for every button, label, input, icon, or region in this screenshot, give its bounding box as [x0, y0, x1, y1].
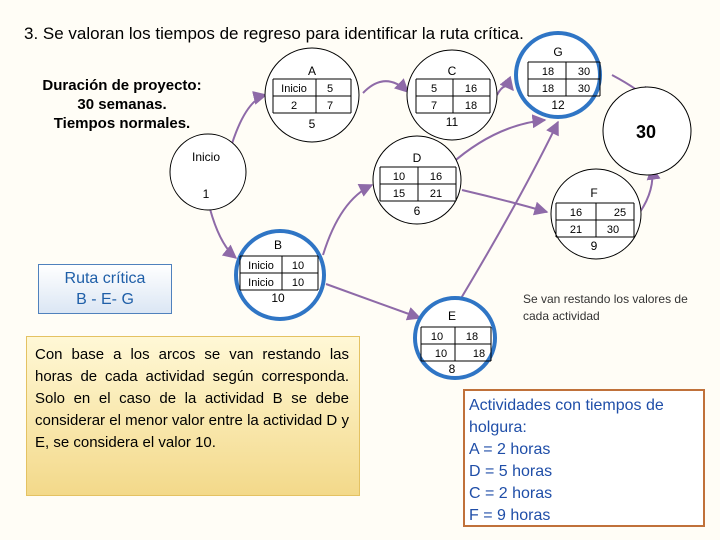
slack-heading: Actividades con tiempos de holgura:	[469, 397, 664, 436]
node-c-lf: 18	[464, 100, 478, 112]
node-b-duration: 10	[271, 291, 285, 305]
node-d	[373, 136, 461, 224]
node-f-es: 16	[569, 207, 583, 219]
node-g-ls: 18	[541, 83, 555, 95]
node-f-ls: 21	[569, 224, 583, 236]
arrow-start-a	[230, 95, 266, 150]
node-a-lf: 7	[326, 100, 334, 112]
arrow-start-b	[210, 209, 236, 258]
node-c-es: 5	[430, 83, 438, 95]
node-b	[236, 231, 324, 319]
node-d-ef: 16	[429, 171, 443, 183]
node-b-name: B	[273, 238, 283, 252]
node-d-name: D	[412, 151, 422, 165]
explanation-text: Con base a los arcos se van restando las horas de cada actividad según corresponda. Solo en el caso de la actividad B se debe considerar el menor valor entre la actividad D y E, se considera el valor 10.	[35, 346, 349, 451]
node-b-ls: Inicio	[248, 277, 274, 289]
node-f-name: F	[590, 186, 598, 200]
node-a-name: A	[307, 64, 317, 78]
critical-path-sequence: B - E- G	[76, 291, 134, 308]
node-e-ls: 10	[434, 348, 448, 360]
explanation-box	[26, 336, 360, 496]
node-g-ef: 30	[577, 66, 591, 78]
node-start	[170, 134, 246, 210]
node-c	[407, 50, 497, 140]
project-duration-value: 30 semanas.	[77, 96, 167, 113]
node-c-ls: 7	[430, 100, 438, 112]
arrow-a-c	[363, 81, 408, 93]
project-times-type: Tiempos normales.	[53, 115, 191, 132]
node-a	[265, 48, 359, 142]
arrow-c-g	[497, 86, 513, 95]
node-e-duration: 8	[448, 362, 456, 376]
node-d-duration: 6	[413, 204, 421, 218]
node-d-es: 10	[392, 171, 406, 183]
subtraction-note: Se van restando los valores de cada actividad	[523, 292, 688, 323]
slack-item-f: F = 9 horas	[469, 507, 551, 524]
slack-item-c: C = 2 horas	[469, 485, 553, 502]
slack-item-d: D = 5 horas	[469, 463, 553, 480]
node-g	[516, 33, 600, 117]
node-b-ef: 10	[291, 260, 305, 272]
slack-item-a: A = 2 horas	[469, 441, 551, 458]
node-g-name: G	[553, 45, 563, 59]
node-e-ef: 18	[465, 331, 479, 343]
arrow-b-e	[326, 284, 420, 318]
node-end	[603, 87, 691, 175]
node-g-lf: 30	[577, 83, 591, 95]
node-e	[415, 298, 495, 378]
node-a-ls: 2	[290, 100, 298, 112]
critical-path-label: Ruta crítica	[64, 270, 146, 287]
node-b-lf: 10	[291, 277, 305, 289]
arrow-d-f	[462, 190, 547, 212]
node-end-value: 30	[635, 122, 657, 142]
node-d-ls: 15	[392, 188, 406, 200]
project-duration-label: Duración de proyecto:	[42, 77, 202, 94]
node-f	[551, 169, 641, 259]
node-e-name: E	[447, 309, 457, 323]
node-c-name: C	[447, 64, 457, 78]
arrow-b-d	[323, 185, 372, 255]
node-f-duration: 9	[590, 239, 598, 253]
node-c-ef: 16	[464, 83, 478, 95]
node-a-ef: 5	[326, 83, 334, 95]
node-f-lf: 30	[606, 224, 620, 236]
critical-path-box	[38, 264, 172, 314]
node-e-lf: 18	[472, 348, 486, 360]
node-g-es: 18	[541, 66, 555, 78]
node-start-name: Inicio	[191, 150, 221, 164]
node-a-duration: 5	[308, 117, 316, 131]
slide-title: 3. Se valoran los tiempos de regreso para identificar la ruta crítica.	[24, 24, 524, 43]
node-b-es: Inicio	[248, 260, 274, 272]
node-d-lf: 21	[429, 188, 443, 200]
node-f-ef: 25	[613, 207, 627, 219]
node-start-duration: 1	[202, 187, 210, 201]
node-c-duration: 11	[445, 115, 459, 129]
node-g-duration: 12	[551, 98, 565, 112]
node-e-es: 10	[430, 331, 444, 343]
node-a-es: Inicio	[281, 83, 307, 95]
slack-box	[463, 389, 705, 527]
